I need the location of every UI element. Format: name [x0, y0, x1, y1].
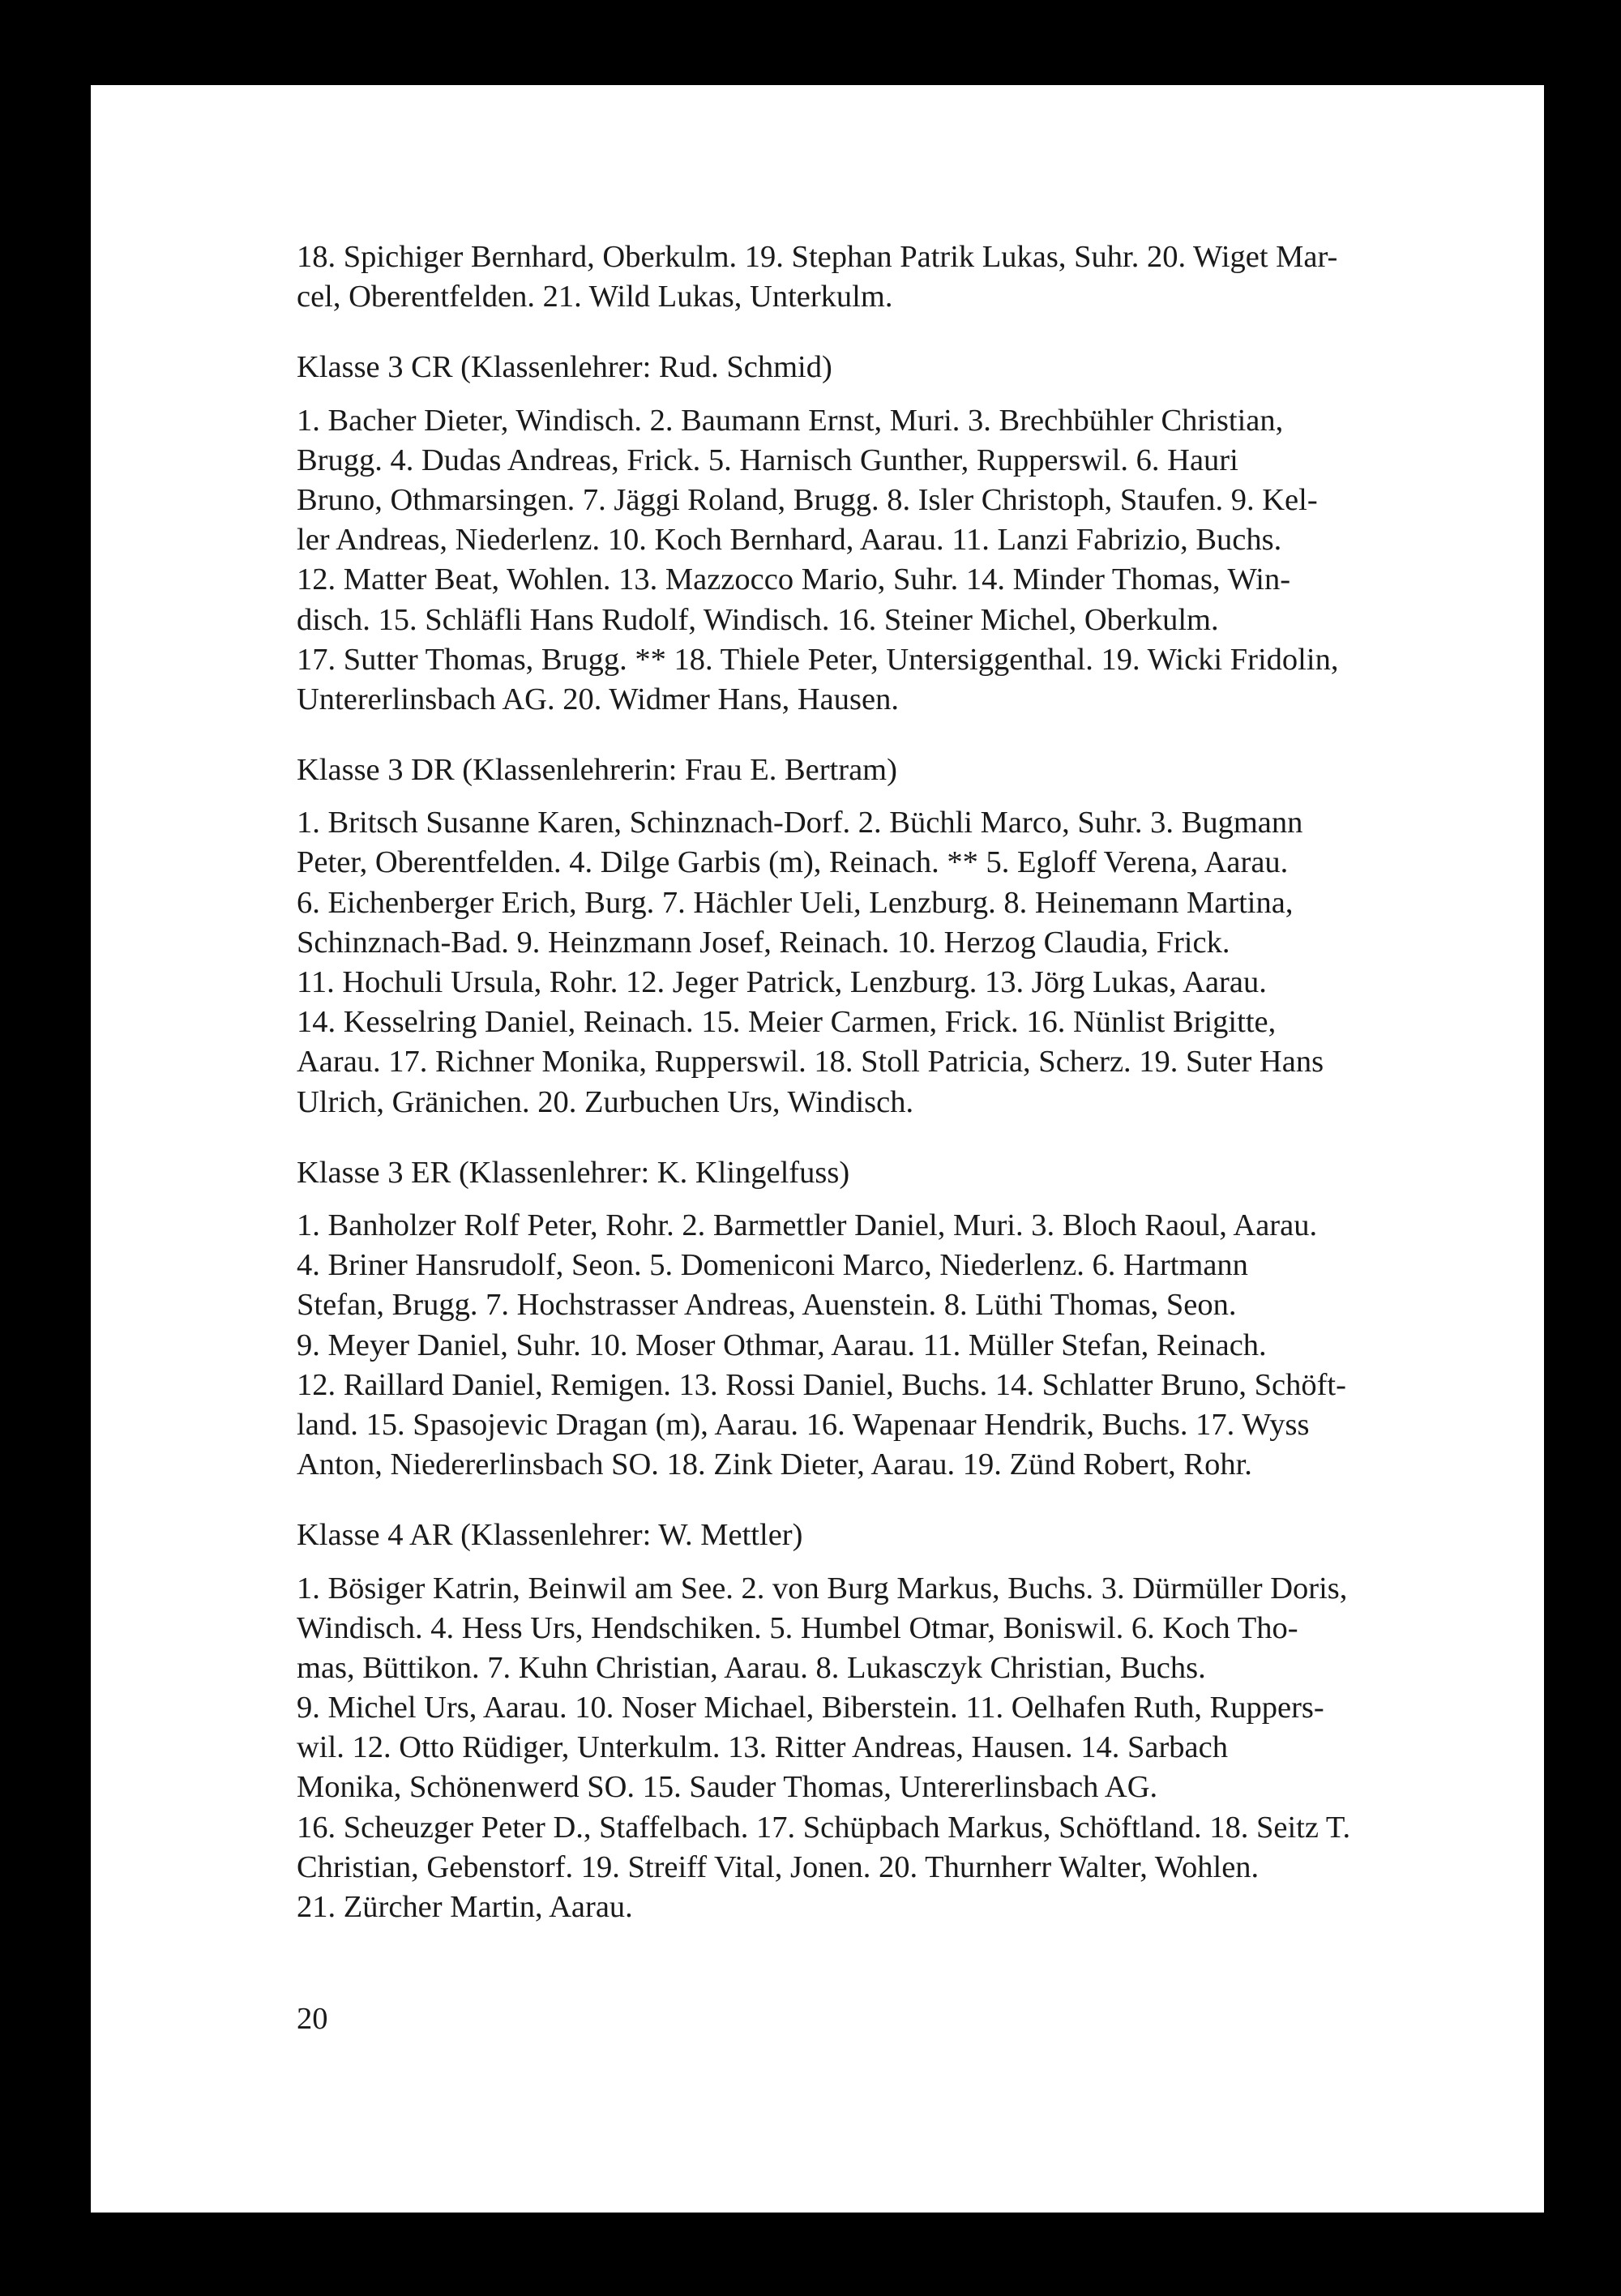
text-line: Brugg. 4. Dudas Andreas, Frick. 5. Harnisch Gunther, Rupperswil. 6. Hauri — [297, 443, 1238, 477]
text-line: 12. Raillard Daniel, Remigen. 13. Rossi Daniel, Buchs. 14. Schlatter Bruno, Schöft- — [297, 1367, 1346, 1402]
text-line: 17. Sutter Thomas, Brugg. ** 18. Thiele Peter, Untersiggenthal. 19. Wicki Fridolin, — [297, 642, 1339, 677]
intro-paragraph — [297, 237, 1456, 317]
text-line: 4. Briner Hansrudolf, Seon. 5. Domeniconi Marco, Niederlenz. 6. Hartmann — [297, 1248, 1248, 1283]
class-list-paragraph — [297, 803, 1456, 1122]
class-list-paragraph — [297, 401, 1456, 720]
text-line: 9. Meyer Daniel, Suhr. 10. Moser Othmar, Aarau. 11. Müller Stefan, Reinach. — [297, 1328, 1267, 1362]
text-line: cel, Oberentfelden. 21. Wild Lukas, Unterkulm. — [297, 280, 893, 314]
text-line: 1. Banholzer Rolf Peter, Rohr. 2. Barmettler Daniel, Muri. 3. Bloch Raoul, Aarau. — [297, 1208, 1318, 1242]
text-line: Aarau. 17. Richner Monika, Rupperswil. 18. Stoll Patricia, Scherz. 19. Suter Hans — [297, 1045, 1324, 1080]
class-list-paragraph — [297, 1206, 1456, 1485]
text-line: 21. Zürcher Martin, Aarau. — [297, 1890, 633, 1924]
page-content — [297, 237, 1456, 1927]
section-heading: Klasse 4 AR (Klassenlehrer: W. Mettler) — [297, 1518, 803, 1553]
text-line: 1. Bacher Dieter, Windisch. 2. Baumann Ernst, Muri. 3. Brechbühler Christian, — [297, 403, 1284, 438]
text-line: 1. Britsch Susanne Karen, Schinznach-Dorf. 2. Büchli Marco, Suhr. 3. Bugmann — [297, 806, 1303, 840]
class-list-paragraph — [297, 1569, 1456, 1928]
text-line: Peter, Oberentfelden. 4. Dilge Garbis (m), Reinach. ** 5. Egloff Verena, Aarau. — [297, 845, 1289, 880]
text-line: Windisch. 4. Hess Urs, Hendschiken. 5. Humbel Otmar, Boniswil. 6. Koch Tho- — [297, 1610, 1298, 1645]
text-line: Stefan, Brugg. 7. Hochstrasser Andreas, Auenstein. 8. Lüthi Thomas, Seon. — [297, 1288, 1237, 1323]
text-line: 6. Eichenberger Erich, Burg. 7. Hächler Ueli, Lenzburg. 8. Heinemann Martina, — [297, 885, 1294, 920]
text-line: land. 15. Spasojevic Dragan (m), Aarau. 16. Wapenaar Hendrik, Buchs. 17. Wyss — [297, 1407, 1310, 1442]
text-line: 1. Bösiger Katrin, Beinwil am See. 2. von Burg Markus, Buchs. 3. Dürmüller Doris, — [297, 1571, 1348, 1605]
text-line: 16. Scheuzger Peter D., Staffelbach. 17. Schüpbach Markus, Schöftland. 18. Seitz T. — [297, 1810, 1351, 1845]
text-line: Anton, Niedererlinsbach SO. 18. Zink Dieter, Aarau. 19. Zünd Robert, Rohr. — [297, 1447, 1252, 1482]
text-line: Untererlinsbach AG. 20. Widmer Hans, Hausen. — [297, 682, 899, 716]
section-heading: Klasse 3 DR (Klassenlehrerin: Frau E. Bertram) — [297, 753, 897, 788]
document-page — [91, 85, 1544, 2213]
text-line: 9. Michel Urs, Aarau. 10. Noser Michael, Biberstein. 11. Oelhafen Ruth, Ruppers- — [297, 1691, 1324, 1725]
text-line: mas, Büttikon. 7. Kuhn Christian, Aarau. 8. Lukasczyk Christian, Buchs. — [297, 1650, 1206, 1685]
text-line: Schinznach-Bad. 9. Heinzmann Josef, Reinach. 10. Herzog Claudia, Frick. — [297, 925, 1230, 960]
section-heading: Klasse 3 ER (Klassenlehrer: K. Klingelfuss) — [297, 1155, 850, 1190]
page-number: 20 — [297, 2002, 328, 2036]
text-line: ler Andreas, Niederlenz. 10. Koch Bernhard, Aarau. 11. Lanzi Fabrizio, Buchs. — [297, 523, 1282, 558]
text-line: 14. Kesselring Daniel, Reinach. 15. Meier Carmen, Frick. 16. Nünlist Brigitte, — [297, 1005, 1277, 1040]
text-line: wil. 12. Otto Rüdiger, Unterkulm. 13. Ritter Andreas, Hausen. 14. Sarbach — [297, 1730, 1228, 1765]
text-line: Bruno, Othmarsingen. 7. Jäggi Roland, Brugg. 8. Isler Christoph, Staufen. 9. Kel- — [297, 482, 1318, 517]
text-line: 12. Matter Beat, Wohlen. 13. Mazzocco Mario, Suhr. 14. Minder Thomas, Win- — [297, 562, 1291, 597]
text-line: 11. Hochuli Ursula, Rohr. 12. Jeger Patrick, Lenzburg. 13. Jörg Lukas, Aarau. — [297, 965, 1267, 1000]
section-heading: Klasse 3 CR (Klassenlehrer: Rud. Schmid) — [297, 350, 832, 385]
text-line: Christian, Gebenstorf. 19. Streiff Vital, Jonen. 20. Thurnherr Walter, Wohlen. — [297, 1849, 1260, 1884]
text-line: Monika, Schönenwerd SO. 15. Sauder Thomas, Untererlinsbach AG. — [297, 1770, 1158, 1805]
text-line: 18. Spichiger Bernhard, Oberkulm. 19. Stephan Patrik Lukas, Suhr. 20. Wiget Mar- — [297, 240, 1338, 274]
text-line: Ulrich, Gränichen. 20. Zurbuchen Urs, Windisch. — [297, 1084, 914, 1119]
text-line: disch. 15. Schläfli Hans Rudolf, Windisch. 16. Steiner Michel, Oberkulm. — [297, 602, 1219, 637]
